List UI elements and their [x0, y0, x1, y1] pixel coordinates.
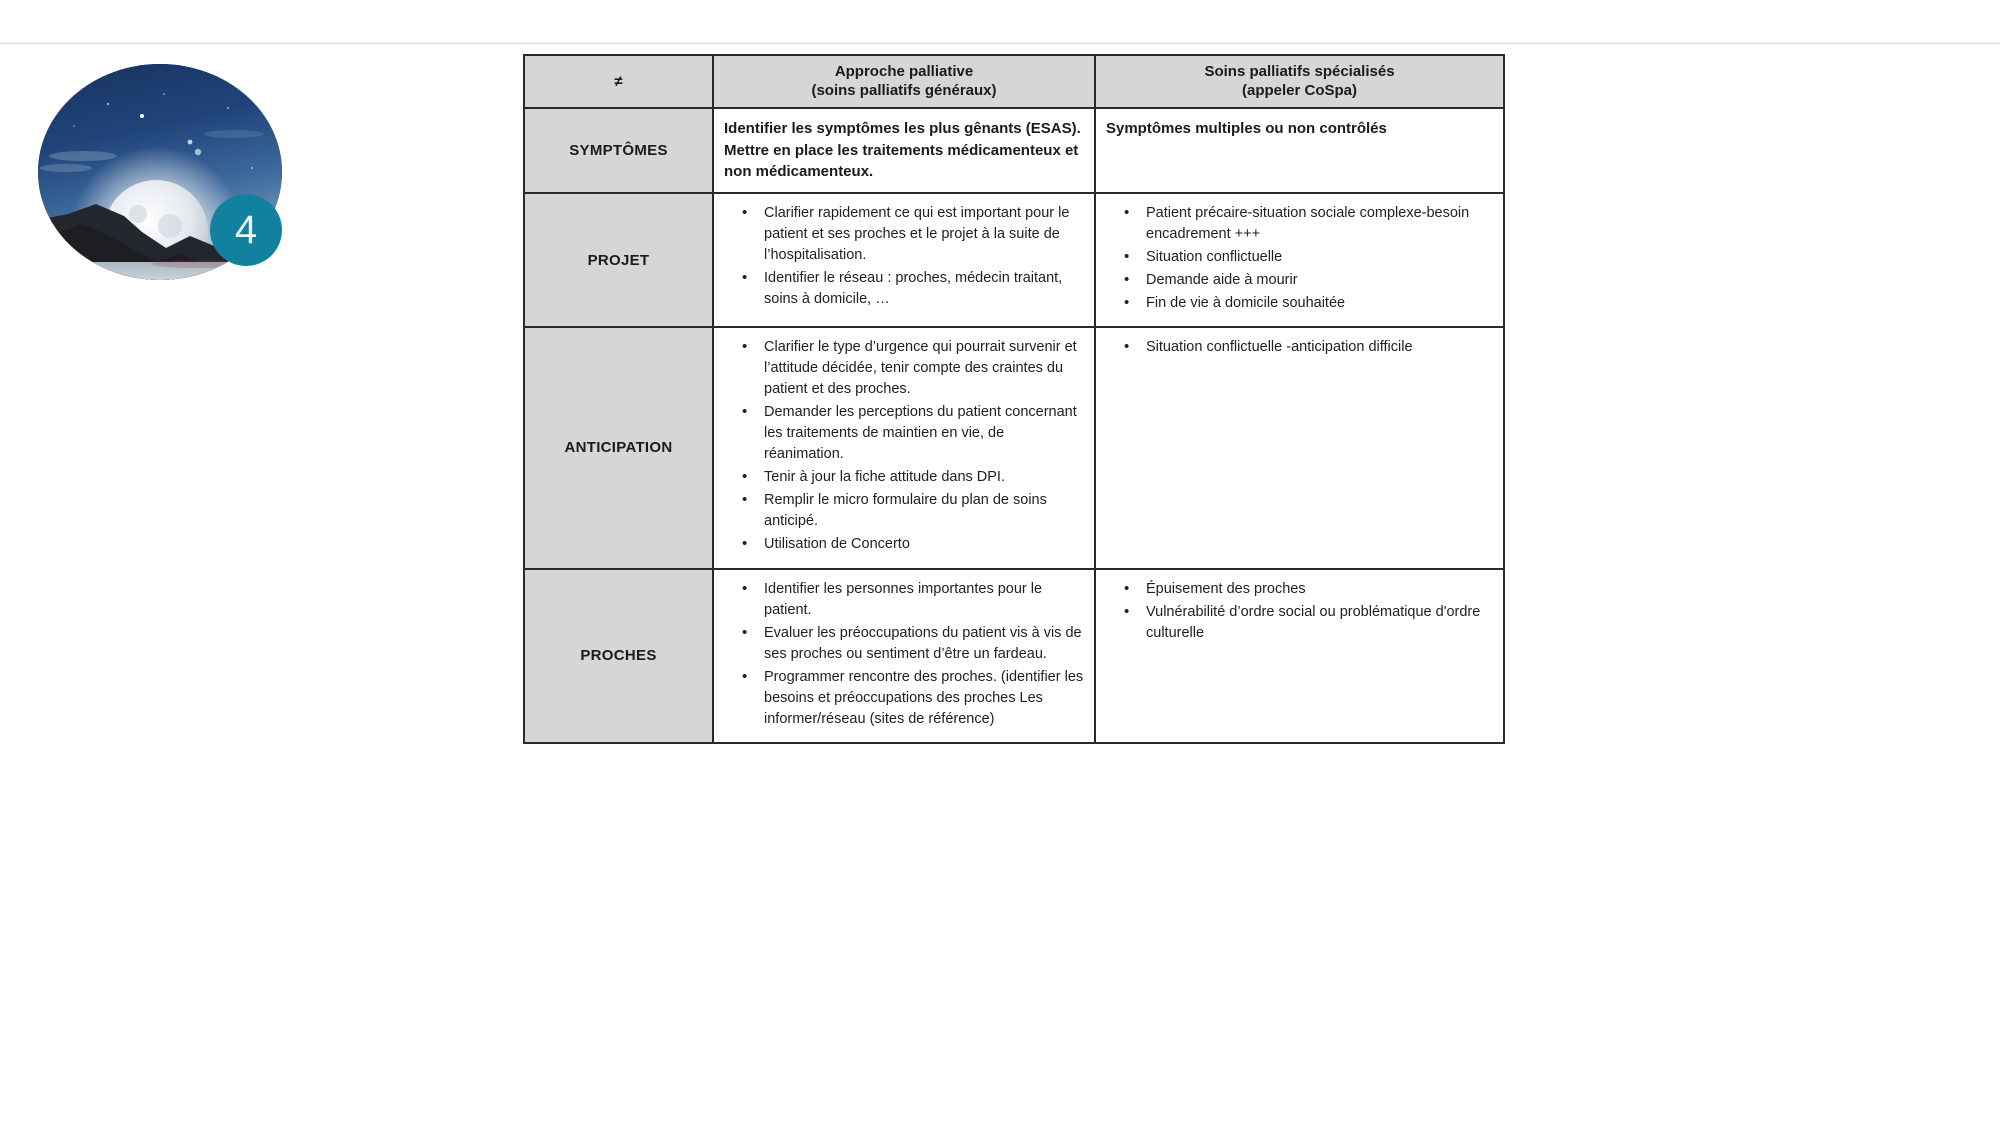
list-item: • Clarifier rapidement ce qui est important pour le patient et ses proches et le projet à la suite de l’hospitalisation.	[764, 203, 1084, 266]
cell-approche-palliative	[713, 193, 1095, 327]
row-label-anticipation: ANTICIPATION	[524, 327, 713, 568]
list-item: • Utilisation de Concerto	[764, 534, 1084, 555]
list-item: • Identifier les personnes importantes pour le patient.	[764, 579, 1084, 621]
paragraph: Symptômes multiples ou non contrôlés	[1106, 120, 1387, 138]
table-body	[524, 108, 1504, 742]
header-divider	[0, 42, 2000, 45]
table-row	[524, 569, 1504, 743]
list-item: • Épuisement des proches	[1146, 579, 1493, 600]
slide-number-badge: 4	[210, 194, 282, 266]
list-item: • Situation conflictuelle -anticipation difficile	[1146, 337, 1493, 358]
header-cell-symbol	[524, 55, 713, 108]
bullet-list	[724, 203, 1084, 310]
list-item: • Demande aide à mourir	[1146, 270, 1493, 291]
cell-approche-palliative	[713, 569, 1095, 743]
cell-soins-specialises	[1095, 108, 1504, 193]
bullet-list	[724, 579, 1084, 730]
list-item: • Vulnérabilité d’ordre social ou problématique d'ordre culturelle	[1146, 602, 1493, 644]
bullet-list	[1106, 579, 1493, 644]
avatar	[38, 64, 282, 280]
cell-approche-palliative	[713, 327, 1095, 568]
list-item: • Tenir à jour la fiche attitude dans DPI.	[764, 467, 1084, 488]
row-label-proches: PROCHES	[524, 569, 713, 743]
palliative-care-comparison-table	[523, 54, 1505, 744]
list-item: • Situation conflictuelle	[1146, 247, 1493, 268]
header-specialises-line2: (appeler CoSpa)	[1241, 82, 1358, 100]
table-row	[524, 108, 1504, 193]
header-cell-soins-specialises	[1095, 55, 1504, 108]
cell-soins-specialises	[1095, 327, 1504, 568]
list-item: • Patient précaire-situation sociale complexe-besoin encadrement +++	[1146, 203, 1493, 245]
cell-soins-specialises	[1095, 193, 1504, 327]
header-approche-line2: (soins palliatifs généraux)	[811, 82, 997, 100]
list-item: • Evaluer les préoccupations du patient vis à vis de ses proches ou sentiment d’être un fardeau.	[764, 623, 1084, 665]
not-equal-icon: ≠	[614, 72, 623, 90]
cell-soins-specialises	[1095, 569, 1504, 743]
list-item: • Identifier le réseau : proches, médecin traitant, soins à domicile, …	[764, 268, 1084, 310]
table-row	[524, 327, 1504, 568]
header-specialises-line1: Soins palliatifs spécialisés	[1204, 63, 1395, 80]
bullet-list	[1106, 203, 1493, 314]
list-item: • Fin de vie à domicile souhaitée	[1146, 293, 1493, 314]
table-header-row	[524, 55, 1504, 108]
paragraph: Identifier les symptômes les plus gênants (ESAS).	[724, 120, 1081, 138]
table-row	[524, 193, 1504, 327]
row-label-symptmes: SYMPTÔMES	[524, 108, 713, 193]
list-item: • Demander les perceptions du patient concernant les traitements de maintien en vie, de réanimation.	[764, 402, 1084, 465]
bullet-list	[1106, 337, 1493, 358]
bullet-list	[724, 337, 1084, 555]
cell-approche-palliative	[713, 108, 1095, 193]
header-cell-approche-palliative	[713, 55, 1095, 108]
list-item: • Programmer rencontre des proches. (identifier les besoins et préoccupations des proches Les informer/réseau (sites de référence)	[764, 667, 1084, 730]
list-item: • Clarifier le type d’urgence qui pourrait survenir et l’attitude décidée, tenir compte des craintes du patient et des proches.	[764, 337, 1084, 400]
page-bottom-clip	[0, 1022, 2000, 1125]
row-label-projet: PROJET	[524, 193, 713, 327]
header-approche-line1: Approche palliative	[834, 63, 974, 80]
list-item: • Remplir le micro formulaire du plan de soins anticipé.	[764, 490, 1084, 532]
paragraph: Mettre en place les traitements médicamenteux et non médicamenteux.	[724, 141, 1079, 180]
